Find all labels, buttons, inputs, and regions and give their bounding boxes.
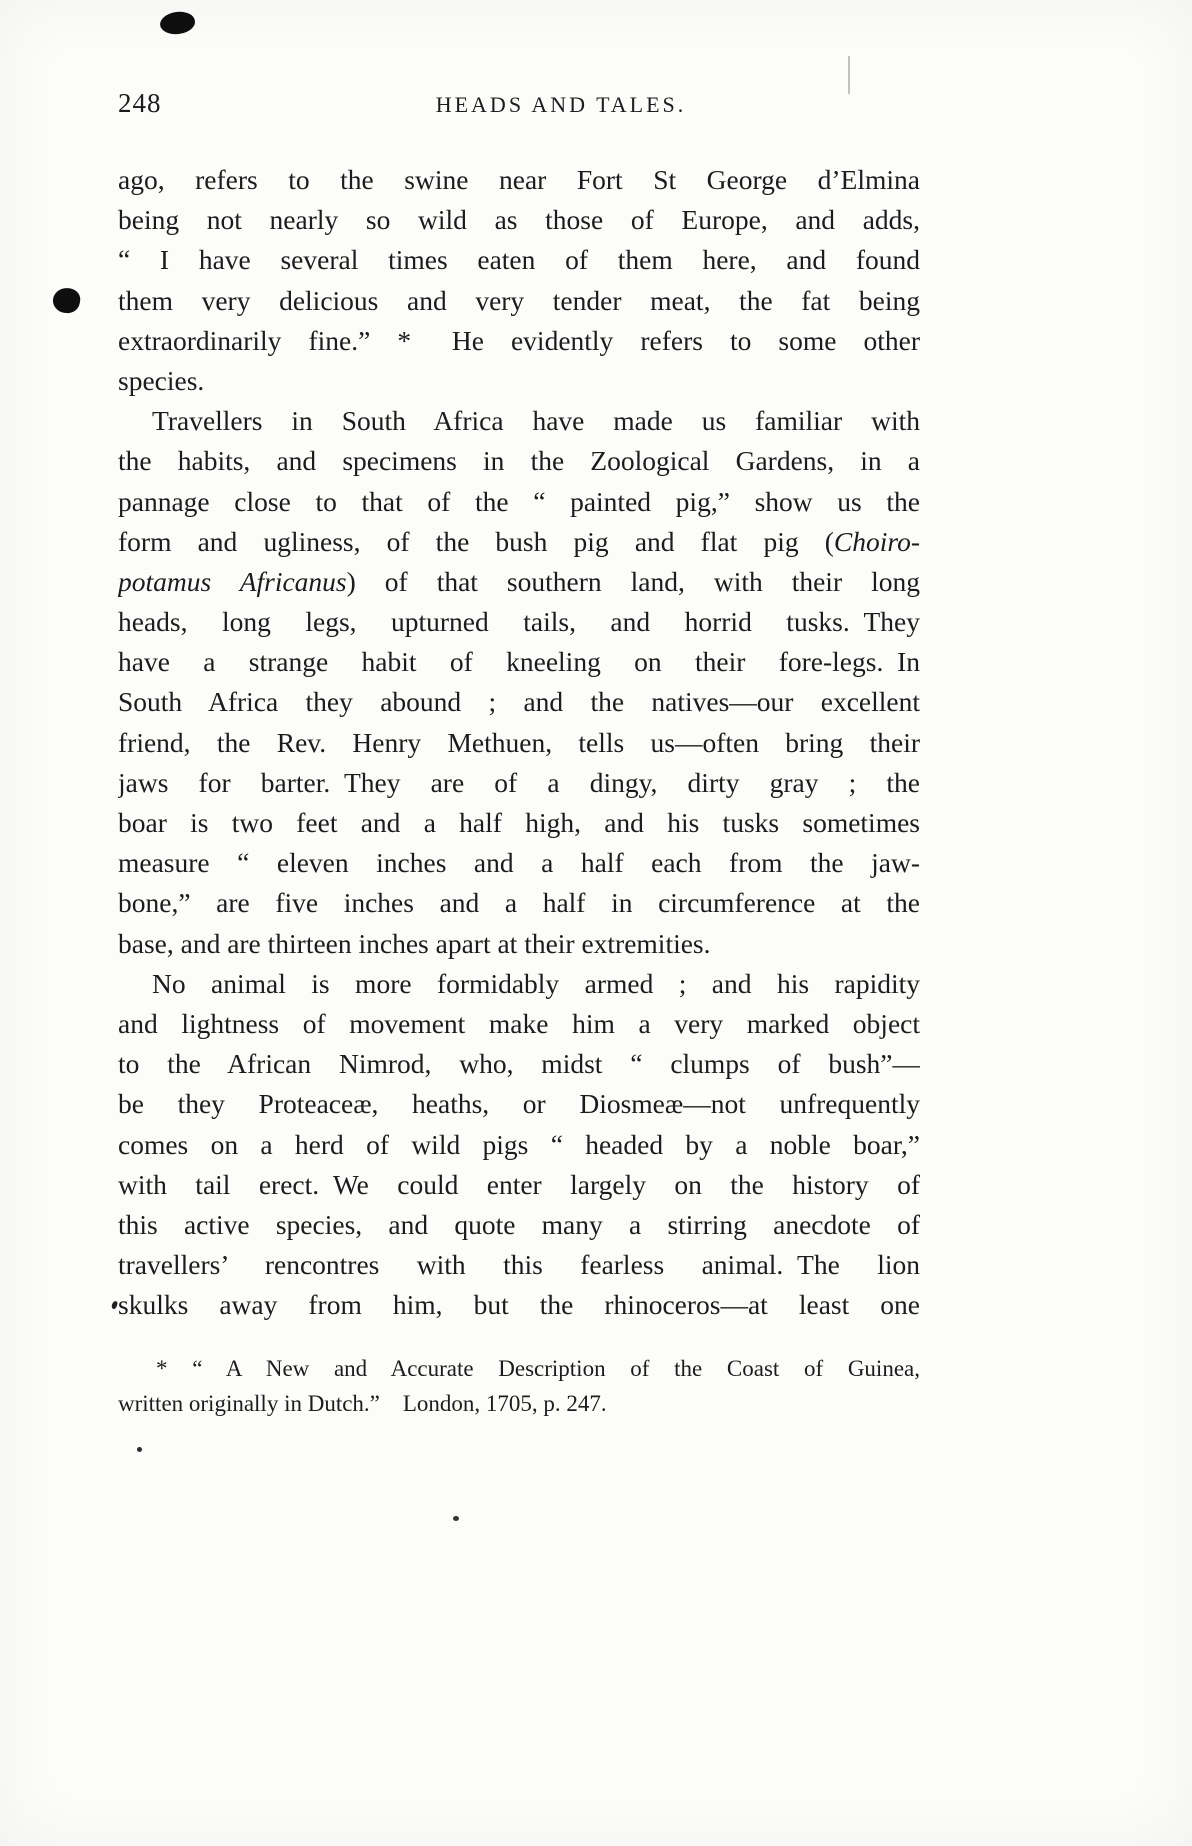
text-segment: South Africa they abound ; and the natives—our excellent xyxy=(118,686,920,718)
text-segment: ago, refers to the swine near Fort St George d’Elmina xyxy=(118,164,920,195)
text-segment: pannage close to that of the “ painted pig,” show us the xyxy=(118,485,920,517)
ink-dot-bottom xyxy=(453,1516,459,1521)
text-line xyxy=(118,1387,920,1422)
text-segment: written originally in Dutch.” London, 1705, p. 247. xyxy=(118,1390,607,1416)
text-segment: being not nearly so wild as those of Europe, and adds, xyxy=(118,204,920,236)
footnote xyxy=(118,1352,920,1421)
text-segment: measure “ eleven inches and a half each from the jaw- xyxy=(118,847,920,879)
text-segment: jaws for barter. They are of a dingy, dirty gray ; the xyxy=(118,766,920,798)
paragraph xyxy=(118,401,920,964)
text-line xyxy=(118,361,920,401)
text-line xyxy=(118,160,920,200)
text-segment: No animal is more formidably armed ; and his rapidity xyxy=(152,967,920,999)
text-segment: form and ugliness, of the bush pig and flat pig ( xyxy=(118,525,834,557)
text-segment: skulks away from him, but the rhinoceros—at least one xyxy=(118,1289,920,1321)
text-segment: travellers’ rencontres with this fearless animal. The lion xyxy=(118,1249,920,1281)
paragraph xyxy=(118,160,920,401)
text-line xyxy=(118,642,920,682)
text-segment: have a strange habit of kneeling on their fore-legs. In xyxy=(118,646,920,678)
text-segment: boar is two feet and a half high, and his tusks sometimes xyxy=(118,807,920,838)
text-line xyxy=(118,1205,920,1245)
page-number: 248 xyxy=(118,88,162,118)
paragraph xyxy=(118,964,920,1326)
text-line xyxy=(118,843,920,883)
text-segment: extraordinarily fine.” * He evidently refers to some other xyxy=(118,324,920,356)
text-segment: with tail erect. We could enter largely on the history of xyxy=(118,1168,920,1200)
text-segment: species. xyxy=(118,364,205,396)
text-line xyxy=(118,803,920,843)
italic-text: potamus Africanus xyxy=(118,565,347,597)
text-segment: to the African Nimrod, who, midst “ clumps of bush”— xyxy=(118,1048,920,1080)
text-line xyxy=(118,1084,920,1124)
text-segment: ) of that southern land, with their long xyxy=(346,565,920,597)
italic-text: Choiro- xyxy=(833,525,920,557)
text-line xyxy=(118,562,920,602)
text-line xyxy=(118,1044,920,1084)
text-line xyxy=(118,964,920,1004)
ink-blot-margin xyxy=(51,286,82,315)
text-line xyxy=(118,321,920,361)
text-segment: friend, the Rev. Henry Methuen, tells us—often bring their xyxy=(118,726,920,758)
page-header xyxy=(118,88,920,124)
text-line xyxy=(118,1165,920,1205)
text-segment: be they Proteaceæ, heaths, or Diosmeæ—not unfrequently xyxy=(118,1088,920,1120)
text-segment: * “ A New and Accurate Description of the Coast of Guinea, xyxy=(156,1356,920,1381)
text-segment: this active species, and quote many a stirring anecdote of xyxy=(118,1208,920,1240)
ink-blot-top xyxy=(159,10,197,37)
text-line xyxy=(118,522,920,562)
text-line xyxy=(118,401,920,441)
text-line xyxy=(118,200,920,240)
text-line xyxy=(118,1352,920,1387)
text-segment: and lightness of movement make him a very marked object xyxy=(118,1007,920,1039)
text-line xyxy=(118,924,920,964)
text-segment: the habits, and specimens in the Zoological Gardens, in a xyxy=(118,445,920,477)
text-line xyxy=(118,240,920,280)
text-line xyxy=(118,883,920,923)
text-segment: bone,” are five inches and a half in circumference at the xyxy=(118,887,920,919)
body-text xyxy=(118,160,920,1325)
text-line xyxy=(118,1245,920,1285)
text-line xyxy=(118,482,920,522)
text-line xyxy=(118,1285,920,1325)
text-segment: them very delicious and very tender meat, the fat being xyxy=(118,284,920,316)
text-line xyxy=(118,1125,920,1165)
ink-dot xyxy=(137,1447,142,1452)
text-segment: “ I have several times eaten of them here, and found xyxy=(118,244,920,276)
text-line xyxy=(118,1004,920,1044)
text-line xyxy=(118,682,920,722)
text-line xyxy=(118,441,920,481)
text-line xyxy=(118,281,920,321)
text-segment: heads, long legs, upturned tails, and horrid tusks. They xyxy=(118,606,920,638)
text-segment: Travellers in South Africa have made us familiar with xyxy=(152,405,920,437)
text-segment: comes on a herd of wild pigs “ headed by a noble boar,” xyxy=(118,1128,920,1160)
text-line xyxy=(118,602,920,642)
text-line xyxy=(118,763,920,803)
text-line xyxy=(118,723,920,763)
running-title: HEADS AND TALES. xyxy=(435,92,687,117)
text-segment: base, and are thirteen inches apart at their extremities. xyxy=(118,927,711,959)
